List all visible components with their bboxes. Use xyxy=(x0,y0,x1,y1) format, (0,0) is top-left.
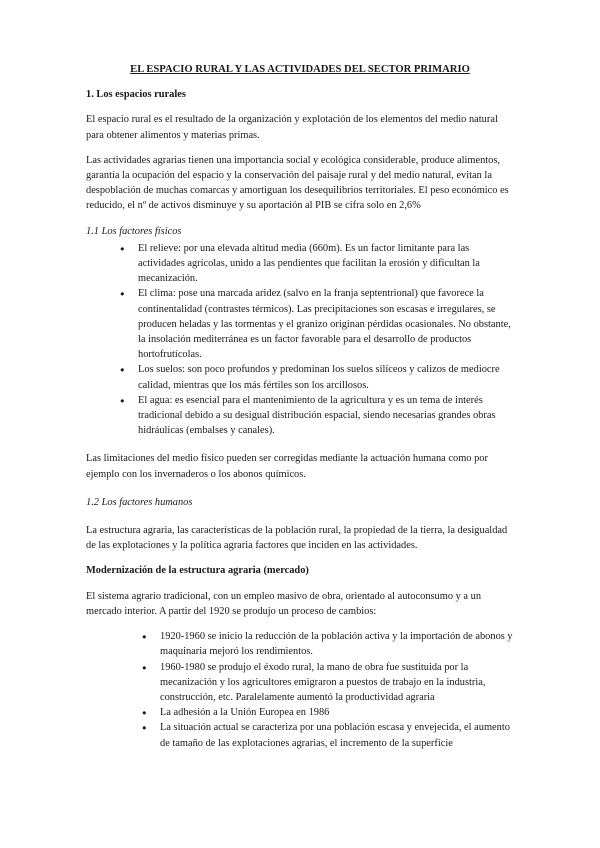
list-item-adhesion-ue: ● La adhesión a la Unión Europea en 1986 xyxy=(86,705,514,720)
list-item-clima: ● El clima: pose una marcada aridez (salvo en la franja septentrional) que favorece la continentalidad (contrastes térmicos). Las precipitaciones son escasas e irregulares, se producen heladas y las tormentas y el granizo originan pérdidas ocasionales. No obstante, la insolación mediterránea es un factor favorable para el desarrollo de productos hortofrutícolas. xyxy=(86,286,514,362)
subsection-factores-humanos: 1.2 Los factores humanos xyxy=(86,496,193,508)
document-page xyxy=(86,62,514,761)
paragraph-actividades-agrarias: Las actividades agrarias tienen una importancia social y ecológica considerable, produce alimentos, garantía la ocupación del espacio y la conservación del paisaje rural y del medio natural, evitan la despoblación de muchas comarcas y amortiguan los desequilibrios territoriales. El peso económico es reducido, el nº de activos disminuye y su aportación al PIB se cifra solo en 2,6% xyxy=(86,154,509,212)
list-cambios xyxy=(86,629,514,751)
list-item-1960-1980: ● 1960-1980 se produjo el éxodo rural, la mano de obra fue sustituida por la mecanización y los agricultores emigraron a puestos de trabajo en la industria, construcción, etc. Paralelamente aumentó la productividad agraria xyxy=(86,660,514,706)
paragraph-estructura-agraria: La estructura agraria, las características de la población rural, la propiedad de la tierra, la desigualdad de las explotaciones y la política agraria factores que inciden en las actividades. xyxy=(86,525,508,552)
heading-modernizacion: Modernización de la estructura agraria (mercado) xyxy=(86,565,309,577)
paragraph-sistema-agrario: El sistema agrario tradicional, con un empleo masivo de obra, orientado al autoconsumo y a un mercado interior. A partir del 1920 se produjo un proceso de cambios: xyxy=(86,590,482,617)
paragraph-definicion: El espacio rural es el resultado de la organización y explotación de los elementos del medio natural para obtener alimentos y materias primas. xyxy=(86,114,498,141)
list-item-suelos: ● Los suelos: son poco profundos y predominan los suelos silíceos y calizos de mediocre calidad, mientras que los más fértiles son los arcillosos. xyxy=(86,362,514,392)
list-item-1920-1960: ● 1920-1960 se inicio la reducción de la población activa y la importación de abonos y maquinaria mejoró los rendimientos. xyxy=(86,629,514,659)
list-item-situacion-actual: ● La situación actual se caracteriza por una población escasa y envejecida, el aumento de tamaño de las explotaciones agrarias, el incremento de la superficie xyxy=(86,720,514,750)
list-item-relieve: ● El relieve: por una elevada altitud media (660m). Es un factor limitante para las actividades agrícolas, unido a las pendientes que facilitan la erosión y dificultan la mecanización. xyxy=(86,241,514,287)
subsection-factores-fisicos: 1.1 Los factores físicos xyxy=(86,225,182,237)
list-item-agua: ● El agua: es esencial para el mantenimiento de la agricultura y es un tema de interés tradicional debido a su desigual distribución espacial, siendo necesarias grandes obras hidráulicas (embalses y canales). xyxy=(86,393,514,439)
section-heading-espacios-rurales: 1. Los espacios rurales xyxy=(86,89,186,101)
list-factores-fisicos xyxy=(86,241,514,439)
paragraph-limitaciones: Las limitaciones del medio físico pueden ser corregidas mediante la actuación humana como por ejemplo con los invernaderos o los abonos químicos. xyxy=(86,453,488,480)
document-title: EL ESPACIO RURAL Y LAS ACTIVIDADES DEL SECTOR PRIMARIO xyxy=(130,64,470,75)
